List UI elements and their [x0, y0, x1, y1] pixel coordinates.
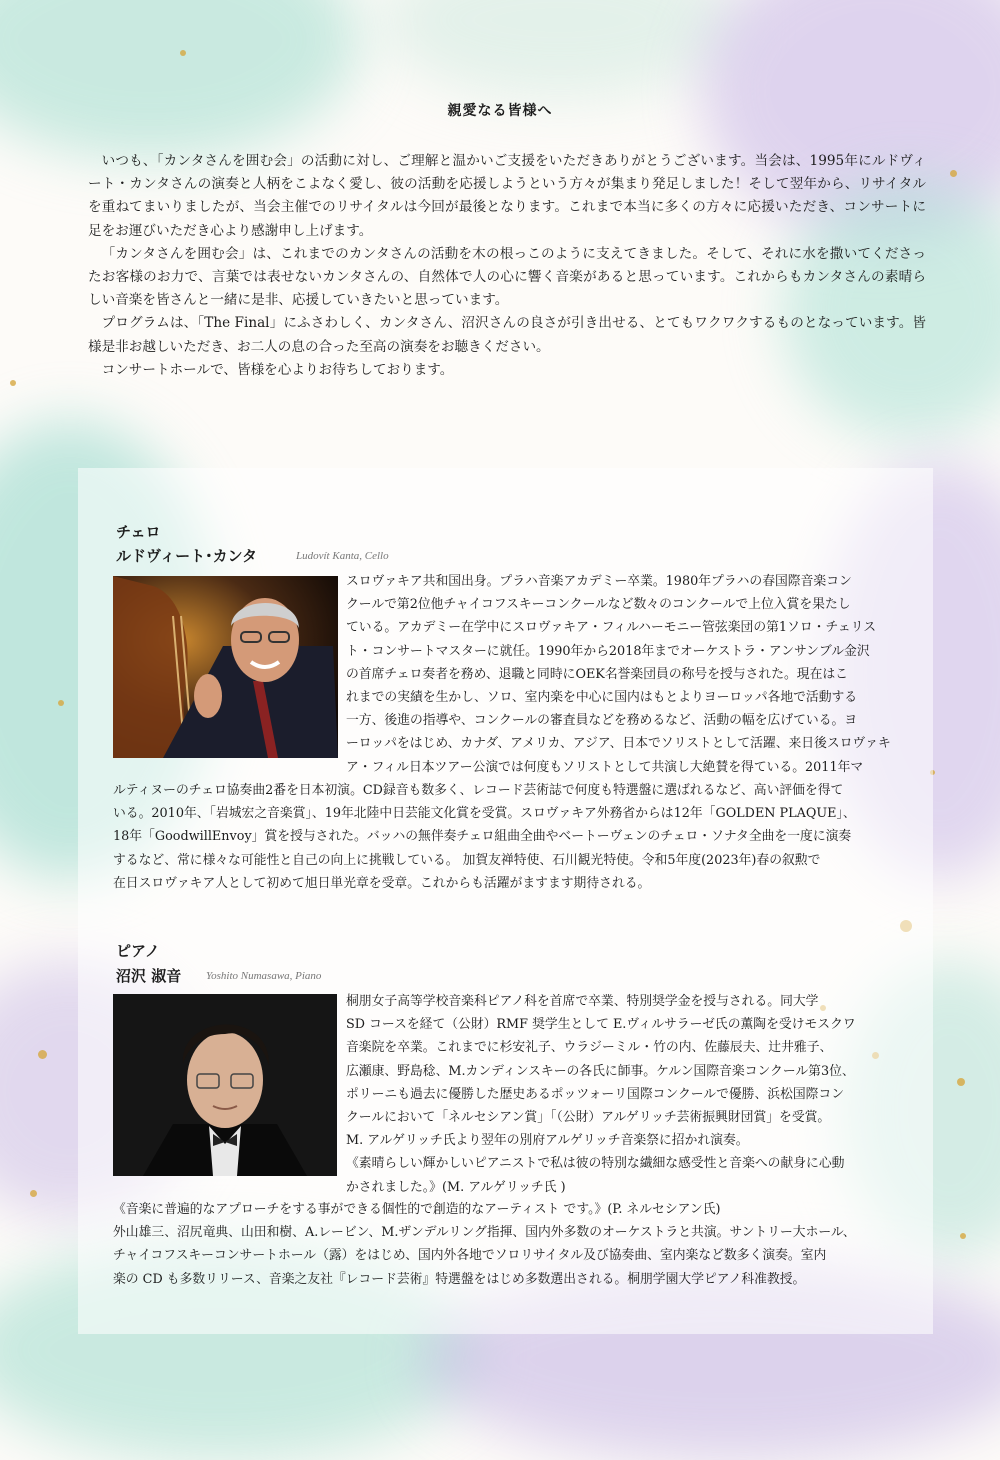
bio-line: かされました。》(M. アルゲリッチ氏 )	[346, 1179, 566, 1195]
pianist-bio-top	[346, 990, 914, 1199]
bio-line: ーロッパをはじめ、カナダ、アメリカ、アジア、日本でソリストとして活躍、来日後スロヴァキ	[346, 736, 891, 752]
letter-paragraph: 「カンタさんを囲む会」は、これまでのカンタさんの活動を木の根っこのように支えてきました。そして、それに水を撒いてくださったお客様のお力で、言葉では表せないカンタさんの、自然体で人の心に響く音楽があると思っています。これからもカンタさんの素晴らしい音楽を皆さんと一緒に是非、応援していきたいと思っています。	[88, 245, 926, 309]
bio-line: SD コースを経て（公財）RMF 奨学生として E.ヴィルサラーゼ氏の薫陶を受けモスクワ	[346, 1017, 856, 1033]
pianist-name: 沼沢 淑音	[116, 967, 182, 985]
bio-line: 楽の CD も多数リリース、音楽之友社『レコード芸術』特選盤をはじめ多数選出される。桐朋学園大学ピアノ科准教授。	[113, 1271, 806, 1287]
cellist-portrait-icon	[113, 576, 338, 758]
bio-line: 音楽院を卒業。これまでに杉安礼子、ウラジーミル・竹の内、佐藤辰夫、辻井雅子、	[346, 1040, 833, 1056]
letter-heading: 親愛なる皆様へ	[447, 103, 553, 119]
bio-line: ルティヌーのチェロ協奏曲2番を日本初演。CD録音も数多く、レコード芸術誌で何度も特選盤に選ばれるなど、高い評価を得て	[113, 783, 844, 798]
cellist-bio-bottom	[113, 779, 913, 895]
bio-line: 在日スロヴァキア人として初めて旭日単光章を受章。これからも活躍がますます期待される。	[113, 875, 651, 891]
bio-line: するなど、常に様々な可能性と自己の向上に挑戦している。 加賀友禅特使、石川観光特使。令和5年度(2023年)春の叙勲で	[113, 852, 821, 868]
bio-line: スロヴァキア共和国出身。プラハ音楽アカデミー卒業。1980年プラハの春国際音楽コン	[346, 574, 852, 589]
bio-line: 《素晴らしい輝かしいピアニストで私は彼の特別な繊細な感受性と音楽への献身に心動	[346, 1156, 845, 1172]
bio-line: 《音楽に普遍的なアプローチをする事ができる個性的で創造的なアーティスト です。》(P. ネルセシアン氏)	[113, 1202, 721, 1217]
bio-line: 外山雄三、沼尻竜典、山田和樹、A.レービン、M.ザンデルリング指揮、国内外多数のオーケストラと共演。サントリー大ホール、	[113, 1225, 856, 1241]
bio-line: クールで第2位他チャイコフスキーコンクールなど数々のコンクールで上位入賞を果たし	[346, 597, 851, 613]
letter-paragraph: プログラムは、「The Final」にふさわしく、カンタさん、沼沢さんの良さが引き出せる、とてもワクワクするものとなっています。皆様是非お越しいただき、お二人の息の合った至高の演奏をお聴きください。	[88, 315, 926, 355]
pianist-bio-bottom	[113, 1198, 913, 1291]
bio-line: の首席チェロ奏者を務め、退職と同時にOEK名誉楽団員の称号を授与された。現在はこ	[346, 666, 848, 682]
bio-line: 広瀬康、野島稔、M.カンディンスキーの各氏に師事。ケルン国際音楽コンクール第3位、	[346, 1063, 855, 1079]
bio-line: クールにおいて「ネルセシアン賞」「（公財）アルゲリッチ芸術振興財団賞」を受賞。	[346, 1110, 831, 1126]
bio-line: れまでの実績を生かし、ソロ、室内楽を中心に国内はもとよりヨーロッパ各地で活動する	[346, 690, 858, 706]
cellist-name-en: Ludovít Kanta, Cello	[296, 550, 389, 562]
pianist-role: ピアノ	[116, 942, 160, 960]
bio-line: ト・コンサートマスターに就任。1990年から2018年までオーケストラ・アンサンブル金沢	[346, 643, 870, 659]
pianist-portrait-icon	[113, 994, 337, 1176]
bio-line: M. アルゲリッチ氏より翌年の別府アルゲリッチ音楽祭に招かれ演奏。	[346, 1133, 749, 1149]
bio-line: 18年「GoodwillEnvoy」賞を授与された。バッハの無伴奏チェロ組曲全曲やベートーヴェンのチェロ・ソナタ全曲を一度に演奏	[113, 829, 852, 845]
letter-paragraph: コンサートホールで、皆様を心よりお待ちしております。	[101, 361, 454, 378]
cellist-name: ルドヴィート･カンタ	[116, 547, 258, 565]
cellist-bio-top	[346, 570, 911, 779]
letter-paragraph: いつも、「カンタさんを囲む会」の活動に対し、ご理解と温かいご支援をいただきありがとうございます。当会は、1995年にルドヴィート・カンタさんの演奏と人柄をこよなく愛し、彼の活動を応援しようという方々が集まり発足しました！そして翌年から、リサイタルを重ねてまいりましたが、当会主催でのリサイタルは今回が最後となります。これまで本当に多くの方々に応援いただき、コンサートに足をお運びいただき心より感謝申し上げます。	[88, 153, 926, 239]
cellist-photo	[113, 576, 338, 758]
bio-line: ている。アカデミー在学中にスロヴァキア・フィルハーモニー管弦楽団の第1ソロ・チェリス	[346, 620, 876, 636]
bio-line: ポリーニも過去に優勝した歴史あるポッツォーリ国際コンクールで優勝、浜松国際コン	[346, 1086, 845, 1102]
pianist-photo	[113, 994, 337, 1176]
cellist-role: チェロ	[116, 523, 161, 541]
bio-line: いる。2010年、「岩城宏之音楽賞」、19年北陸中日芸能文化賞を受賞。スロヴァキア外務省からは12年「GOLDEN PLAQUE」、	[113, 806, 856, 822]
bio-line: 一方、後進の指導や、コンクールの審査員などを務めるなど、活動の幅を広げている。ヨ	[346, 713, 858, 729]
bio-line: 桐朋女子高等学校音楽科ピアノ科を首席で卒業、特別奨学金を授与される。同大学	[346, 994, 819, 1009]
pianist-name-en: Yoshito Numasawa, Piano	[206, 970, 322, 982]
bio-line: チャイコフスキーコンサートホール（露）をはじめ、国内外各地でソロリサイタル及び協奏曲、室内楽など数多く演奏。室内	[113, 1248, 827, 1264]
bio-line: ア・フィル日本ツアー公演では何度もソリストとして共演し大絶賛を得ている。2011年マ	[346, 759, 864, 775]
letter-body	[88, 150, 926, 382]
